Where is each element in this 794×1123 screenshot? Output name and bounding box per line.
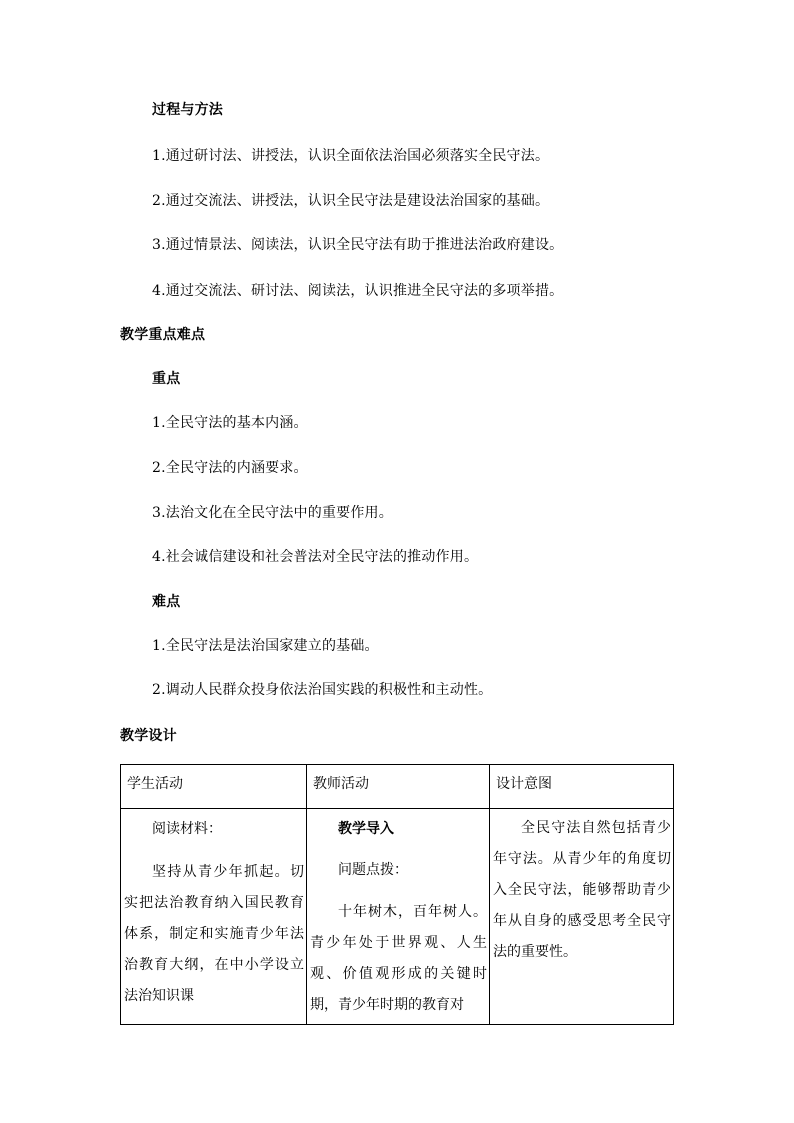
teacher-text: 十年树木，百年树人。青少年处于世界观、人生观、价值观形成的关键时期，青少年时期的教育对 xyxy=(310,904,487,1013)
table-row xyxy=(121,809,674,1025)
method-heading: 过程与方法 xyxy=(152,102,223,118)
teacher-title: 教学导入 xyxy=(338,821,394,837)
method-item: 1.通过研讨法、讲授法，认识全面依法治国必须落实全民守法。 xyxy=(152,148,550,164)
difficulty-item: 1.全民守法是法治国家建立的基础。 xyxy=(152,638,379,654)
student-activity-cell xyxy=(121,809,307,1025)
student-label: 阅读材料： xyxy=(152,821,222,837)
method-item: 2.通过交流法、讲授法，认识全民守法是建设法治国家的基础。 xyxy=(152,193,550,209)
key-points-heading: 教学重点难点 xyxy=(120,327,206,343)
focus-item: 3.法治文化在全民守法中的重要作用。 xyxy=(152,505,393,521)
column-header-intent: 设计意图 xyxy=(490,765,674,809)
column-header-student: 学生活动 xyxy=(121,765,307,809)
focus-item: 4.社会诚信建设和社会普法对全民守法的推动作用。 xyxy=(152,549,479,565)
method-item: 3.通过情景法、阅读法，认识全民守法有助于推进法治政府建设。 xyxy=(152,237,564,253)
student-text: 坚持从青少年抓起。切实把法治教育纳入国民教育体系，制定和实施青少年法治教育大纲，在中小学设立法治知识课 xyxy=(124,864,304,1004)
design-table xyxy=(120,764,674,1025)
column-header-teacher: 教师活动 xyxy=(307,765,490,809)
teacher-subtitle: 问题点拨： xyxy=(338,862,408,878)
intent-text: 全民守法自然包括青少年守法。从青少年的角度切入全民守法，能够帮助青少年从自身的感受思考全民守法的重要性。 xyxy=(493,820,671,960)
design-heading: 教学设计 xyxy=(120,728,177,744)
focus-item: 1.全民守法的基本内涵。 xyxy=(152,415,308,431)
difficulty-item: 2.调动人民群众投身依法治国实践的积极性和主动性。 xyxy=(152,682,493,698)
focus-item: 2.全民守法的内涵要求。 xyxy=(152,460,308,476)
method-item: 4.通过交流法、研讨法、阅读法，认识推进全民守法的多项举措。 xyxy=(152,283,564,299)
focus-heading: 重点 xyxy=(152,371,181,387)
difficulty-heading: 难点 xyxy=(152,594,181,610)
table-header-row xyxy=(121,765,674,809)
teacher-activity-cell xyxy=(307,809,490,1025)
design-intent-cell xyxy=(490,809,674,1025)
